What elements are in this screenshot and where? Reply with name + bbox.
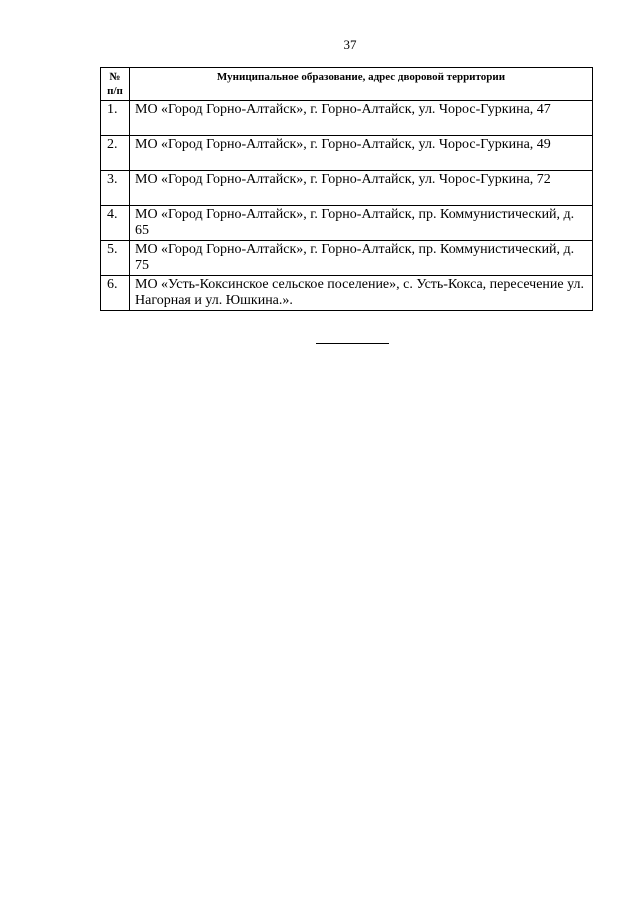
table-row <box>101 241 593 276</box>
table-row <box>101 206 593 241</box>
header-number: № п/п <box>101 68 130 101</box>
row-number: 1. <box>101 101 130 136</box>
page-number: 37 <box>343 37 357 52</box>
row-address: МО «Усть-Коксинское сельское поселение», с. Усть-Кокса, пересечение ул. Нагорная и ул. Юшкина.». <box>130 276 593 311</box>
row-address: МО «Город Горно-Алтайск», г. Горно-Алтайск, ул. Чорос-Гуркина, 47 <box>130 101 593 136</box>
row-number: 3. <box>101 171 130 206</box>
row-number: 6. <box>101 276 130 311</box>
table-row <box>101 276 593 311</box>
address-table <box>100 67 593 311</box>
row-address: МО «Город Горно-Алтайск», г. Горно-Алтайск, ул. Чорос-Гуркина, 72 <box>130 171 593 206</box>
table-row <box>101 136 593 171</box>
row-address: МО «Город Горно-Алтайск», г. Горно-Алтайск, ул. Чорос-Гуркина, 49 <box>130 136 593 171</box>
table-row <box>101 101 593 136</box>
end-divider-line <box>316 343 389 344</box>
header-address: Муниципальное образование, адрес дворовой территории <box>130 68 593 101</box>
row-number: 2. <box>101 136 130 171</box>
table-header-row <box>101 68 593 101</box>
table-row <box>101 171 593 206</box>
row-address: МО «Город Горно-Алтайск», г. Горно-Алтайск, пр. Коммунистический, д. 65 <box>130 206 593 241</box>
row-address: МО «Город Горно-Алтайск», г. Горно-Алтайск, пр. Коммунистический, д. 75 <box>130 241 593 276</box>
row-number: 4. <box>101 206 130 241</box>
row-number: 5. <box>101 241 130 276</box>
